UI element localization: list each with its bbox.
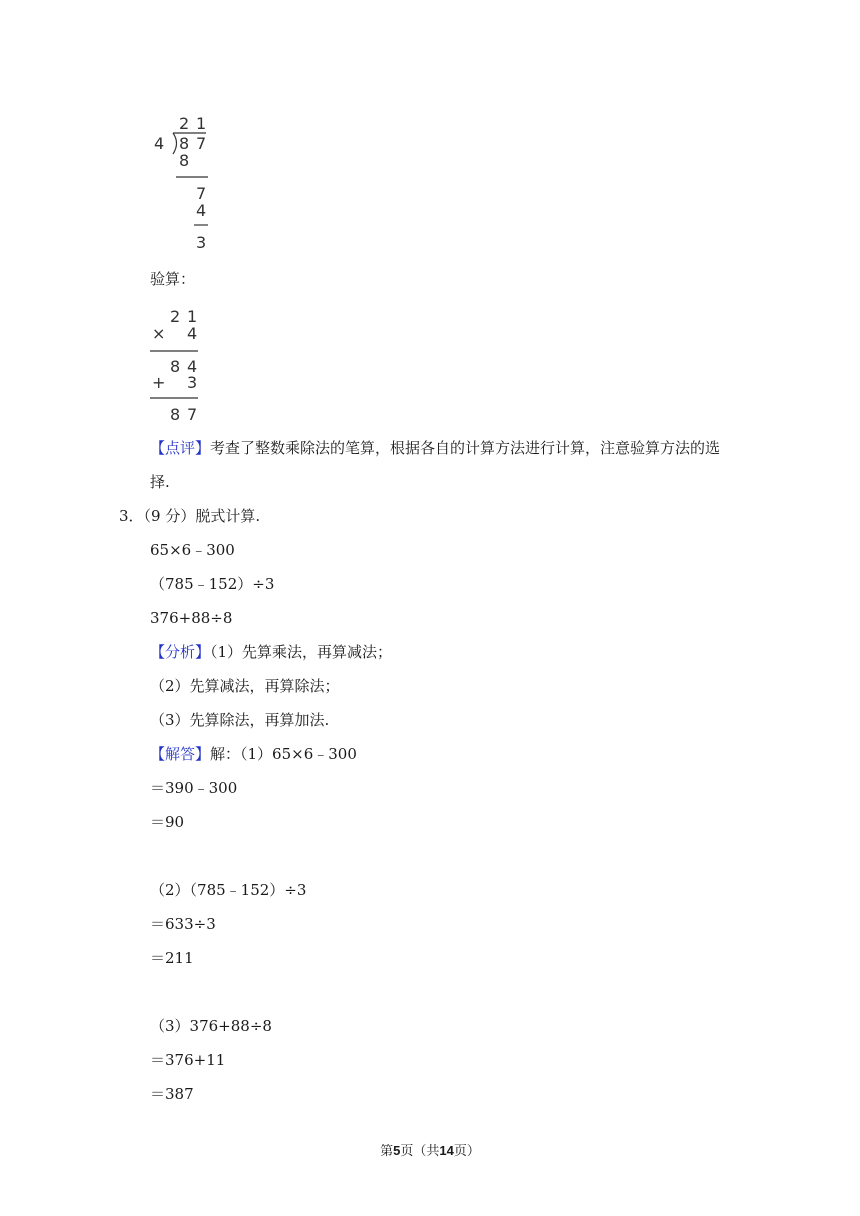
plus-sign: + [152, 373, 166, 392]
dividend-digit-2: 7 [196, 134, 207, 153]
quotient-digit-1: 2 [179, 114, 190, 133]
current-page-number: 5 [393, 1143, 401, 1158]
times-sign: × [152, 324, 166, 343]
expression-1: 65×6﹣300 [150, 541, 235, 559]
expression-2: （785﹣152）÷3 [150, 575, 275, 593]
solution-tag: 【解答】 [150, 745, 211, 763]
solution-3-heading: （3）376+88÷8 [150, 1017, 272, 1035]
total-pages: 14 [439, 1143, 454, 1158]
analysis-step-1: （1）先算乘法，再算减法； [210, 643, 393, 661]
factor-digit-2: 1 [187, 307, 198, 326]
step2-subtrahend: 4 [196, 201, 207, 220]
step1-remainder: 7 [196, 184, 207, 203]
divisor: 4 [154, 134, 165, 153]
review-tag: 【点评】 [150, 439, 211, 457]
footer-prefix: 第 [380, 1144, 394, 1159]
solution-3-step-1: ＝376+11 [150, 1051, 226, 1069]
quotient-digit-2: 1 [196, 114, 207, 133]
solution-3-result: ＝387 [150, 1085, 194, 1103]
solution-2-result: ＝211 [150, 949, 194, 967]
final-remainder: 3 [196, 233, 207, 252]
solution-intro: 解：（1）65×6﹣300 [210, 745, 357, 763]
analysis-line-1 [150, 642, 392, 662]
check-label: 验算： [150, 270, 196, 288]
footer-suffix: 页） [453, 1144, 480, 1159]
analysis-step-3: （3）先算除法，再算加法. [150, 711, 330, 729]
multiplication-check-figure [150, 305, 210, 429]
long-division-figure [150, 112, 220, 258]
factor-digit-1: 2 [170, 307, 181, 326]
expression-3: 376+88÷8 [150, 609, 233, 627]
page-footer [0, 1140, 860, 1159]
question-3-title: 3．（9 分）脱式计算. [119, 507, 261, 525]
step1-subtrahend: 8 [179, 151, 190, 170]
sum-digit-1: 8 [170, 405, 181, 424]
multiplier: 4 [187, 324, 198, 343]
review-paragraph [150, 438, 720, 458]
review-text-line2: 择. [150, 473, 170, 491]
sum-digit-2: 7 [187, 405, 198, 424]
review-text-line1: 考查了整数乘除法的笔算，根据各自的计算方法进行计算，注意验算方法的选 [210, 439, 721, 457]
dividend-digit-1: 8 [179, 134, 190, 153]
analysis-tag: 【分析】 [150, 643, 211, 661]
solution-1-result: ＝90 [150, 813, 185, 831]
product-digit-2: 4 [187, 357, 198, 376]
footer-middle: 页（共 [400, 1144, 440, 1159]
solution-2-heading: （2）（785﹣152）÷3 [150, 881, 307, 899]
product-digit-1: 8 [170, 357, 181, 376]
solution-2-step-1: ＝633÷3 [150, 915, 216, 933]
solution-1-step-1: ＝390﹣300 [150, 779, 238, 797]
solution-line-1 [150, 744, 357, 764]
analysis-step-2: （2）先算减法，再算除法； [150, 677, 340, 695]
addend: 3 [187, 373, 198, 392]
